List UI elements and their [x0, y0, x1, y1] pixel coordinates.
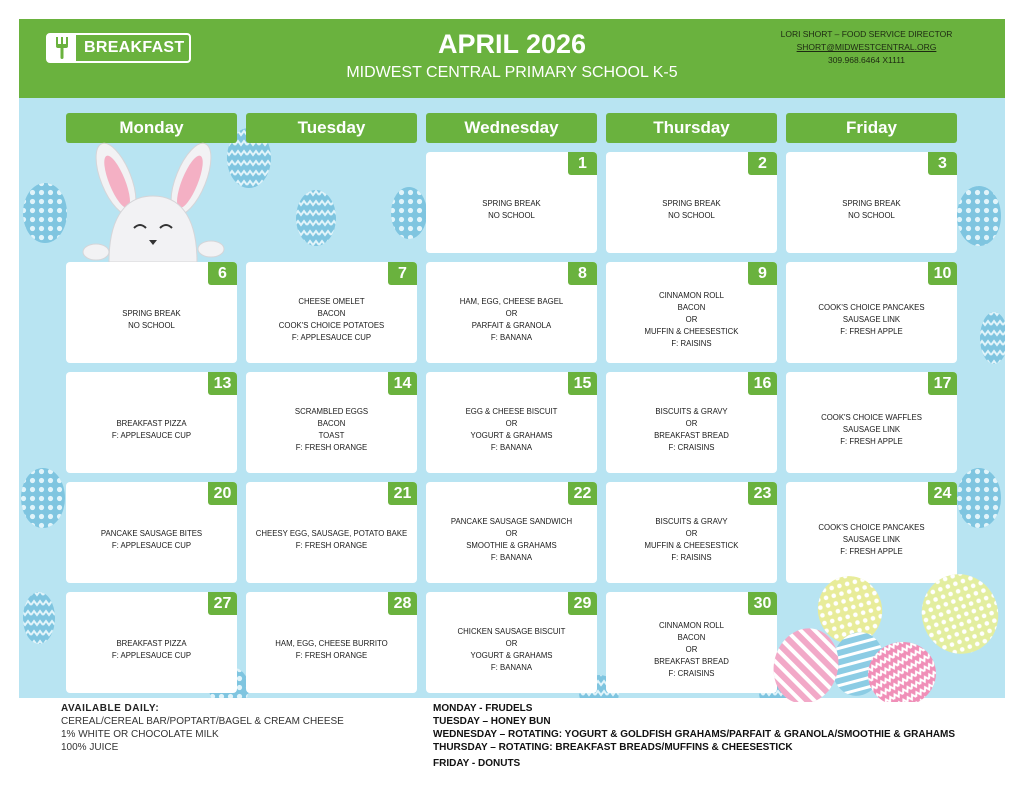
day-number: 3 — [928, 152, 957, 175]
menu-line: TOAST — [318, 430, 345, 440]
menu-line: OR — [505, 418, 518, 428]
menu-line: NO SCHOOL — [488, 210, 535, 220]
menu-text — [252, 284, 411, 355]
menu-line: HAM, EGG, CHEESE BAGEL — [459, 296, 564, 306]
menu-line: CHICKEN SAUSAGE BISCUIT — [457, 626, 566, 636]
menu-line: F: APPLESAUCE CUP — [111, 650, 192, 660]
menu-text — [432, 614, 591, 685]
wednesday-special: WEDNESDAY – ROTATING: YOGURT & GOLDFISH GRAHAMS/PARFAIT & GRANOLA/SMOOTHIE & GRAHAMS — [433, 729, 956, 740]
day-number: 22 — [568, 482, 597, 505]
menu-text — [252, 504, 411, 575]
menu-line: BACON — [317, 418, 346, 428]
menu-line: HAM, EGG, CHEESE BURRITO — [275, 638, 388, 648]
menu-text — [72, 394, 231, 465]
menu-text — [252, 614, 411, 685]
menu-line: OR — [505, 308, 518, 318]
calendar-day-23 — [606, 482, 777, 583]
header-banner — [19, 19, 1005, 98]
contact-phone: 309.968.6464 X1111 — [827, 55, 906, 65]
contact-info — [754, 28, 979, 67]
menu-line: COOK'S CHOICE WAFFLES — [821, 412, 922, 422]
contact-name: LORI SHORT – FOOD SERVICE DIRECTOR — [780, 29, 953, 39]
menu-line: CHEESE OMELET — [298, 296, 365, 306]
day-number: 24 — [928, 482, 957, 505]
bunny-illustration — [76, 134, 231, 264]
menu-text — [792, 394, 951, 465]
menu-line: F: RAISINS — [671, 552, 712, 562]
available-daily — [61, 702, 344, 754]
menu-line: OR — [505, 638, 518, 648]
menu-line: SAUSAGE LINK — [842, 314, 901, 324]
menu-line: BISCUITS & GRAVY — [655, 516, 728, 526]
day-number: 2 — [748, 152, 777, 175]
day-number: 6 — [208, 262, 237, 285]
easter-eggs-illustration — [770, 572, 1005, 702]
friday-special: FRIDAY - DONUTS — [433, 758, 521, 769]
menu-line: F: FRESH ORANGE — [295, 540, 368, 550]
calendar-day-16 — [606, 372, 777, 473]
menu-line: NO SCHOOL — [128, 320, 175, 330]
menu-text — [252, 394, 411, 465]
day-number: 21 — [388, 482, 417, 505]
school-name: MIDWEST CENTRAL PRIMARY SCHOOL K-5 — [346, 64, 678, 81]
menu-line: COOK'S CHOICE PANCAKES — [818, 302, 925, 312]
logo-label: BREAKFAST — [84, 39, 185, 56]
day-number: 14 — [388, 372, 417, 395]
menu-line: PARFAIT & GRANOLA — [471, 320, 552, 330]
day-header-thursday: Thursday — [606, 113, 777, 143]
menu-line: SAUSAGE LINK — [842, 424, 901, 434]
menu-line: BREAKFAST PIZZA — [116, 638, 187, 648]
menu-line: COOK'S CHOICE PANCAKES — [818, 522, 925, 532]
menu-text — [72, 614, 231, 685]
menu-line: F: APPLESAUCE CUP — [111, 540, 192, 550]
menu-line: CINNAMON ROLL — [659, 620, 724, 630]
menu-line: CHEESY EGG, SAUSAGE, POTATO BAKE — [255, 528, 408, 538]
menu-line: BREAKFAST PIZZA — [116, 418, 187, 428]
menu-line: MUFFIN & CHEESESTICK — [644, 326, 739, 336]
menu-text — [792, 504, 951, 575]
menu-line: F: FRESH ORANGE — [295, 650, 368, 660]
menu-line: COOK'S CHOICE POTATOES — [278, 320, 385, 330]
menu-line: PANCAKE SAUSAGE BITES — [100, 528, 203, 538]
day-number: 28 — [388, 592, 417, 615]
menu-line: F: FRESH APPLE — [840, 326, 903, 336]
menu-line: OR — [685, 528, 698, 538]
menu-text — [792, 174, 951, 245]
calendar-day-30 — [606, 592, 777, 693]
calendar-day-6 — [66, 262, 237, 363]
menu-line: BREAKFAST BREAD — [654, 430, 729, 440]
menu-line: SPRING BREAK — [842, 198, 901, 208]
menu-text — [72, 504, 231, 575]
menu-text — [432, 174, 591, 245]
day-number: 15 — [568, 372, 597, 395]
menu-line: SAUSAGE LINK — [842, 534, 901, 544]
day-number: 1 — [568, 152, 597, 175]
calendar-day-27 — [66, 592, 237, 693]
day-number: 27 — [208, 592, 237, 615]
day-number: 30 — [748, 592, 777, 615]
day-header-monday: Monday — [66, 113, 237, 143]
menu-line: NO SCHOOL — [668, 210, 715, 220]
menu-line: NO SCHOOL — [848, 210, 895, 220]
menu-line: EGG & CHEESE BISCUIT — [465, 406, 558, 416]
calendar-day-10 — [786, 262, 957, 363]
calendar-day-2 — [606, 152, 777, 253]
day-header-wednesday: Wednesday — [426, 113, 597, 143]
menu-line: OR — [685, 644, 698, 654]
day-number: 9 — [748, 262, 777, 285]
calendar-day-8 — [426, 262, 597, 363]
calendar-day-28 — [246, 592, 417, 693]
available-item: 100% JUICE — [61, 742, 119, 753]
menu-line: F: BANANA — [490, 662, 533, 672]
day-header-tuesday: Tuesday — [246, 113, 417, 143]
menu-line: PANCAKE SAUSAGE SANDWICH — [450, 516, 573, 526]
menu-line: BACON — [677, 632, 706, 642]
menu-text — [612, 284, 771, 355]
day-number: 20 — [208, 482, 237, 505]
calendar-day-9 — [606, 262, 777, 363]
menu-line: OR — [685, 314, 698, 324]
tuesday-special: TUESDAY – HONEY BUN — [433, 716, 551, 727]
menu-text — [432, 284, 591, 355]
menu-text — [432, 394, 591, 465]
calendar-day-24 — [786, 482, 957, 583]
menu-line: F: BANANA — [490, 552, 533, 562]
daily-specials — [433, 702, 955, 770]
menu-text — [612, 174, 771, 245]
day-header-friday: Friday — [786, 113, 957, 143]
calendar-day-15 — [426, 372, 597, 473]
menu-line: F: FRESH APPLE — [840, 546, 903, 556]
day-number: 7 — [388, 262, 417, 285]
calendar-day-20 — [66, 482, 237, 583]
menu-text — [792, 284, 951, 355]
menu-text — [612, 394, 771, 465]
menu-line: SPRING BREAK — [662, 198, 721, 208]
menu-text — [72, 284, 231, 355]
menu-line: OR — [685, 418, 698, 428]
calendar-day-29 — [426, 592, 597, 693]
menu-line: MUFFIN & CHEESESTICK — [644, 540, 739, 550]
menu-line: OR — [505, 528, 518, 538]
menu-line: BREAKFAST BREAD — [654, 656, 729, 666]
day-number: 23 — [748, 482, 777, 505]
available-item: CEREAL/CEREAL BAR/POPTART/BAGEL & CREAM CHEESE — [61, 716, 344, 727]
menu-line: F: CRAISINS — [668, 668, 715, 678]
calendar-day-1 — [426, 152, 597, 253]
menu-line: CINNAMON ROLL — [659, 290, 724, 300]
menu-line: SPRING BREAK — [122, 308, 181, 318]
menu-text — [432, 504, 591, 575]
page-title: APRIL 2026 — [437, 29, 587, 59]
menu-line: YOGURT & GRAHAMS — [470, 430, 553, 440]
day-number: 29 — [568, 592, 597, 615]
menu-line: YOGURT & GRAHAMS — [470, 650, 553, 660]
calendar-day-13 — [66, 372, 237, 473]
menu-line: SPRING BREAK — [482, 198, 541, 208]
menu-line: BISCUITS & GRAVY — [655, 406, 728, 416]
monday-special: MONDAY - FRUDELS — [433, 703, 533, 714]
calendar-day-14 — [246, 372, 417, 473]
menu-line: F: FRESH ORANGE — [295, 442, 368, 452]
day-number: 8 — [568, 262, 597, 285]
available-heading: AVAILABLE DAILY: — [61, 703, 160, 714]
day-number: 17 — [928, 372, 957, 395]
calendar-day-3 — [786, 152, 957, 253]
menu-line: F: CRAISINS — [668, 442, 715, 452]
menu-line: SCRAMBLED EGGS — [294, 406, 369, 416]
menu-line: F: BANANA — [490, 442, 533, 452]
menu-line: SMOOTHIE & GRAHAMS — [466, 540, 557, 550]
menu-line: F: APPLESAUCE CUP — [111, 430, 192, 440]
menu-text — [612, 504, 771, 575]
calendar-day-17 — [786, 372, 957, 473]
calendar-day-21 — [246, 482, 417, 583]
calendar-day-7 — [246, 262, 417, 363]
available-item: 1% WHITE OR CHOCOLATE MILK — [61, 729, 219, 740]
menu-line: F: APPLESAUCE CUP — [291, 332, 372, 342]
thursday-special: THURSDAY – ROTATING: BREAKFAST BREADS/MUFFINS & CHEESESTICK — [433, 742, 793, 753]
day-number: 10 — [928, 262, 957, 285]
calendar-day-22 — [426, 482, 597, 583]
menu-line: BACON — [317, 308, 346, 318]
day-number: 13 — [208, 372, 237, 395]
menu-line: F: FRESH APPLE — [840, 436, 903, 446]
menu-line: BACON — [677, 302, 706, 312]
menu-line: F: BANANA — [490, 332, 533, 342]
day-number: 16 — [748, 372, 777, 395]
menu-line: F: RAISINS — [671, 338, 712, 348]
menu-text — [612, 614, 771, 685]
contact-email[interactable]: SHORT@MIDWESTCENTRAL.ORG — [796, 42, 937, 52]
